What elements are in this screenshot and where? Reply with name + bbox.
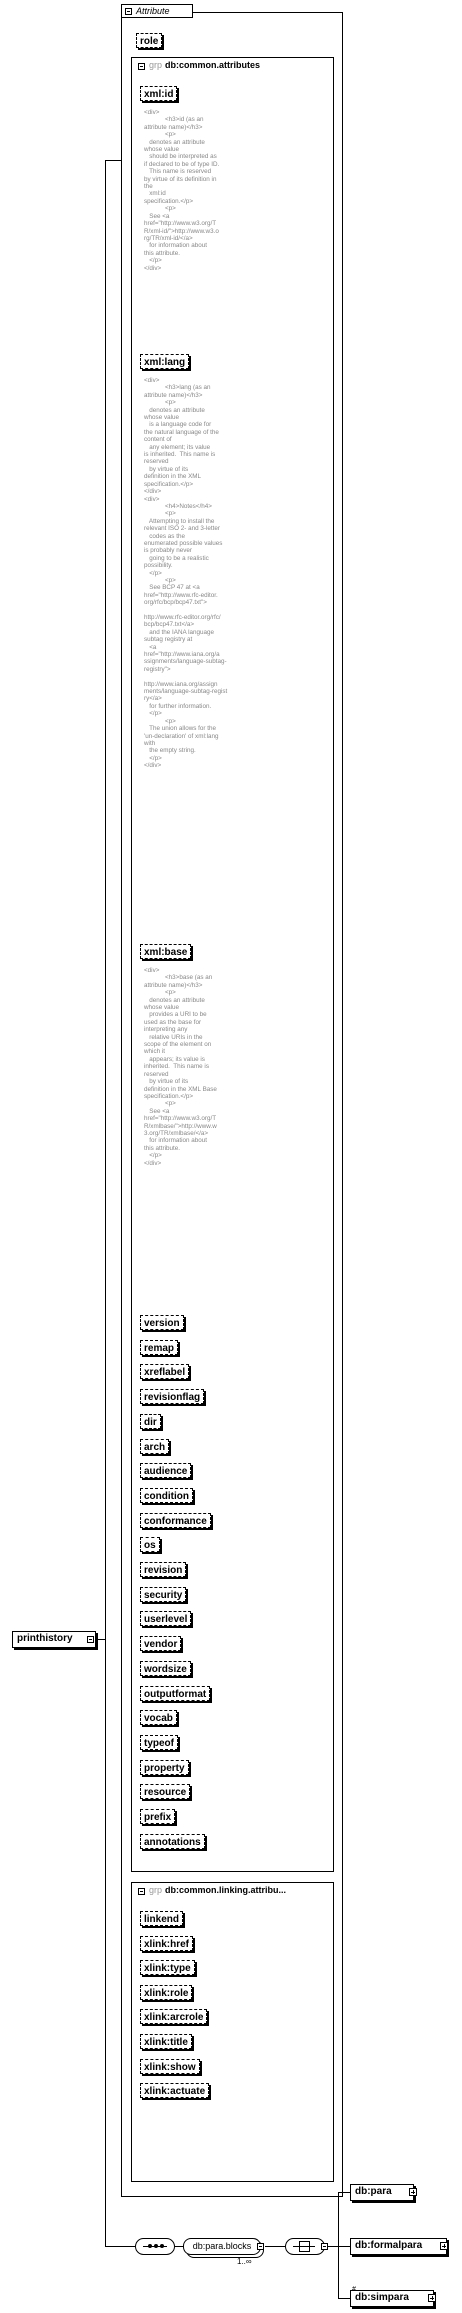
attr-condition[interactable]: condition [140, 1488, 193, 1503]
para-expand-icon[interactable] [409, 2188, 417, 2196]
group-ref-collapse-icon[interactable] [257, 2243, 264, 2250]
choice-element-para[interactable]: db:para [350, 2184, 414, 2201]
attr-revision[interactable]: revision [140, 1562, 186, 1577]
root-collapse-icon[interactable] [87, 1636, 94, 1643]
attr-vendor[interactable]: vendor [140, 1636, 181, 1651]
attr-xlink-arcrole[interactable]: xlink:arcrole [140, 2009, 207, 2024]
group-common-collapse-icon[interactable] [138, 63, 145, 70]
xml-lang-documentation: <div> <h3>lang (as an attribute name)</h3> <p> denotes an attribute whose value is a language code for the natural language of the content of any element; its value is inherited. This name is reserved by virtue of its definition in the XML specification.</p> </div> <div> <h4>Notes</h4> <p> Attempting to install the relevant ISO 2- and 3-letter codes as the enumerated possible values is probably never going to be a realistic possibility. </p> <p> See BCP 47 at <a href="http://www.rfc-editor. org/rfc/bcp/bcp47.txt"> http://www.rfc-editor.org/rfc/ bcp/bcp47.txt</a> and the IANA language subtag registry at <a href="http://www.iana.org/a ssignments/language-subtag- registry"> http://www.iana.org/assign ments/language-subtag-regist ry</a> for further information. </p> <p> The union allows for the 'un-declaration' of xml:lang with the empty string. </p> </div> [144, 377, 228, 770]
branch-formalpara [338, 2246, 350, 2247]
group-ref-label: db:para.blocks [192, 2241, 252, 2251]
attr-wordsize[interactable]: wordsize [140, 1661, 191, 1676]
attr-remap[interactable]: remap [140, 1340, 178, 1355]
attribute-collapse-icon[interactable] [125, 8, 132, 15]
xml-base-documentation: <div> <h3>base (as an attribute name)</h3> <p> denotes an attribute whose value provides a URI to be used as the base for interpreting any relative URIs in the scope of the element on which it appears; its value is inherited. This name is reserved by virtue of its definition in the XML Base specification.</p> <p> See <a href="http://www.w3.org/T R/xmlbase/">http://www.w 3.org/TR/xmlbase/</a> for information about this attribute. </p> </div> [144, 967, 217, 1167]
choice-out [328, 2246, 338, 2247]
attr-xlink-type[interactable]: xlink:type [140, 1960, 195, 1975]
attr-xlink-actuate[interactable]: xlink:actuate [140, 2083, 209, 2098]
choice-icon [293, 2240, 317, 2253]
formalpara-expand-icon[interactable] [440, 2242, 448, 2250]
attr-vocab[interactable]: vocab [140, 1710, 177, 1725]
attr-version[interactable]: version [140, 1315, 184, 1330]
attr-xml-base[interactable]: xml:base [140, 944, 191, 959]
attr-os[interactable]: os [140, 1537, 160, 1552]
attr-annotations[interactable]: annotations [140, 1834, 205, 1849]
root-to-attributes [105, 160, 121, 161]
seq-to-group [175, 2246, 183, 2247]
root-to-sequence [105, 2246, 135, 2247]
attr-outputformat[interactable]: outputformat [140, 1686, 210, 1701]
attr-linkend[interactable]: linkend [140, 1911, 183, 1926]
choice-element-formalpara[interactable]: db:formalpara [350, 2238, 447, 2255]
attr-xreflabel[interactable]: xreflabel [140, 1364, 189, 1379]
attr-resource[interactable]: resource [140, 1784, 190, 1799]
group-linking-title: grp db:common.linking.attribu... [149, 1885, 287, 1895]
attr-xml-id[interactable]: xml:id [140, 86, 177, 101]
branch-simpara [338, 2298, 350, 2299]
choice-element-simpara[interactable]: db:simpara [350, 2290, 434, 2307]
attr-revisionflag[interactable]: revisionflag [140, 1389, 204, 1404]
branch-para [338, 2192, 350, 2193]
choice-collapse-icon[interactable] [321, 2243, 328, 2250]
attr-security[interactable]: security [140, 1587, 186, 1602]
sequence-dot-1 [148, 2244, 152, 2248]
xml-id-documentation: <div> <h3>id (as an attribute name)</h3> <p> denotes an attribute whose value should be interpreted as if declared to be of type ID. This name is reserved by virtue of its definition in the xml:id specification.</p> <p> See <a href="http://www.w3.org/T R/xml-id/">http://www.w3.o rg/TR/xml-id/</a> for information about this attribute. </p> </div> [144, 109, 220, 272]
attr-xml-lang[interactable]: xml:lang [140, 354, 189, 369]
group-ref-cardinality: 1..∞ [237, 2257, 252, 2266]
attr-conformance[interactable]: conformance [140, 1513, 211, 1528]
simpara-marker: # [352, 2286, 356, 2293]
attribute-frame-title: Attribute [136, 6, 170, 16]
root-connector-h [95, 1639, 105, 1640]
attr-arch[interactable]: arch [140, 1439, 169, 1454]
root-element-label: printhistory [17, 1633, 73, 1644]
group-ref-para-blocks[interactable] [183, 2238, 261, 2255]
attribute-frame-header [121, 4, 193, 18]
attr-xlink-show[interactable]: xlink:show [140, 2059, 200, 2074]
attr-prefix[interactable]: prefix [140, 1809, 175, 1824]
attr-dir[interactable]: dir [140, 1414, 161, 1429]
attr-property[interactable]: property [140, 1760, 189, 1775]
group-linking-attributes [131, 1882, 334, 2182]
attr-typeof[interactable]: typeof [140, 1735, 178, 1750]
group-to-choice [265, 2246, 285, 2247]
group-common-title: grp db:common.attributes [149, 60, 261, 70]
sequence-dot-2 [154, 2244, 158, 2248]
attr-audience[interactable]: audience [140, 1463, 191, 1478]
attr-role[interactable]: role [136, 33, 162, 48]
attr-userlevel[interactable]: userlevel [140, 1611, 191, 1626]
attr-xlink-role[interactable]: xlink:role [140, 1985, 192, 2000]
attr-xlink-title[interactable]: xlink:title [140, 2034, 192, 2049]
root-connector-v [105, 160, 106, 2246]
simpara-expand-icon[interactable] [428, 2294, 436, 2302]
sequence-dot-3 [160, 2244, 164, 2248]
group-linking-collapse-icon[interactable] [138, 1888, 145, 1895]
root-element-printhistory[interactable] [12, 1631, 96, 1648]
attr-xlink-href[interactable]: xlink:href [140, 1936, 193, 1951]
